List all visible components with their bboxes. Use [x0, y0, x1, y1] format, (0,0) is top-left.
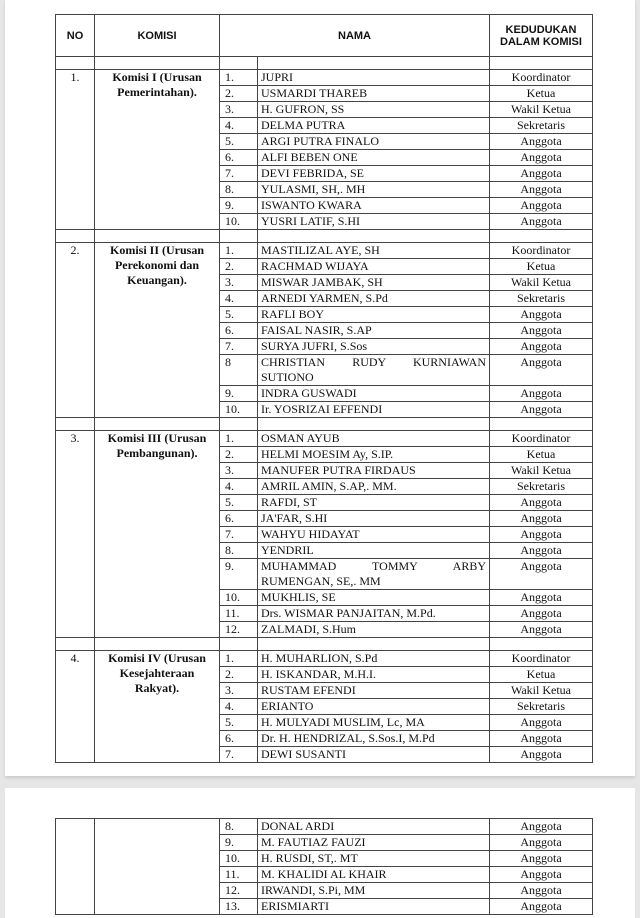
- member-number: 1.: [220, 431, 258, 447]
- member-name: ZALMADI, S.Hum: [258, 622, 490, 638]
- member-name: ERIANTO: [258, 699, 490, 715]
- spacer-cell: [95, 57, 220, 70]
- member-name: USMARDI THAREB: [258, 86, 490, 102]
- member-number: 6.: [220, 323, 258, 339]
- spacer-cell: [56, 57, 95, 70]
- spacer-cell: [56, 638, 95, 651]
- member-name: SURYA JUFRI, S.Sos: [258, 339, 490, 355]
- member-role: Anggota: [490, 198, 593, 214]
- member-number: 3.: [220, 683, 258, 699]
- member-name: CHRISTIAN RUDY KURNIAWAN SUTIONO: [258, 355, 490, 386]
- member-name: YULASMI, SH,. MH: [258, 182, 490, 198]
- member-number: 8.: [220, 819, 258, 835]
- table-row: [56, 70, 593, 86]
- member-role: Ketua: [490, 259, 593, 275]
- member-name: ERISMIARTI: [258, 899, 490, 915]
- member-role: Sekretaris: [490, 291, 593, 307]
- table-row: [56, 651, 593, 667]
- member-number: 9.: [220, 559, 258, 590]
- member-name: RUSTAM EFENDI: [258, 683, 490, 699]
- member-role: Ketua: [490, 447, 593, 463]
- member-number: 10.: [220, 590, 258, 606]
- member-number: 12.: [220, 883, 258, 899]
- header-nama: NAMA: [220, 15, 490, 57]
- spacer-cell: [220, 638, 258, 651]
- member-role: Anggota: [490, 402, 593, 418]
- member-number: 5.: [220, 307, 258, 323]
- commission-name: Komisi I (Urusan Pemerintahan).: [95, 70, 220, 230]
- member-number: 2.: [220, 259, 258, 275]
- member-role: Ketua: [490, 86, 593, 102]
- member-role: Anggota: [490, 323, 593, 339]
- member-name: DEWI SUSANTI: [258, 747, 490, 763]
- document-page-2: [5, 788, 635, 918]
- member-role: Koordinator: [490, 651, 593, 667]
- member-number: 1.: [220, 651, 258, 667]
- member-number: 7.: [220, 747, 258, 763]
- table-body-continued: [56, 819, 593, 915]
- member-role: Wakil Ketua: [490, 683, 593, 699]
- member-number: 8: [220, 355, 258, 386]
- spacer-cell: [258, 57, 490, 70]
- member-role: Anggota: [490, 182, 593, 198]
- member-role: Wakil Ketua: [490, 102, 593, 118]
- member-name: Dr. H. HENDRIZAL, S.Sos.I, M.Pd: [258, 731, 490, 747]
- member-role: Sekretaris: [490, 118, 593, 134]
- spacer-cell: [490, 230, 593, 243]
- commission-table: [55, 14, 593, 763]
- member-role: Anggota: [490, 883, 593, 899]
- spacer-cell: [490, 418, 593, 431]
- commission-name: Komisi IV (Urusan Kesejahteraan Rakyat).: [95, 651, 220, 763]
- member-number: 9.: [220, 835, 258, 851]
- member-number: 13.: [220, 899, 258, 915]
- member-name: JA'FAR, S.HI: [258, 511, 490, 527]
- member-number: 11.: [220, 606, 258, 622]
- member-role: Anggota: [490, 559, 593, 590]
- member-number: 2.: [220, 667, 258, 683]
- member-name: MANUFER PUTRA FIRDAUS: [258, 463, 490, 479]
- member-name: YUSRI LATIF, S.HI: [258, 214, 490, 230]
- member-role: Sekretaris: [490, 479, 593, 495]
- member-name: ALFI BEBEN ONE: [258, 150, 490, 166]
- member-role: Anggota: [490, 867, 593, 883]
- member-number: 7.: [220, 339, 258, 355]
- member-role: Anggota: [490, 819, 593, 835]
- member-number: 9.: [220, 386, 258, 402]
- member-role: Anggota: [490, 715, 593, 731]
- spacer-cell: [490, 57, 593, 70]
- member-role: Anggota: [490, 511, 593, 527]
- group-number: 2.: [56, 243, 95, 418]
- member-number: 3.: [220, 275, 258, 291]
- member-name: JUPRI: [258, 70, 490, 86]
- member-name: HELMI MOESIM Ay, S.IP.: [258, 447, 490, 463]
- member-number: 10.: [220, 851, 258, 867]
- member-number: 10.: [220, 402, 258, 418]
- member-role: Anggota: [490, 543, 593, 559]
- member-number: 4.: [220, 479, 258, 495]
- member-name: RAFDI, ST: [258, 495, 490, 511]
- member-name: ISWANTO KWARA: [258, 198, 490, 214]
- member-name: MUHAMMAD TOMMY ARBY RUMENGAN, SE,. MM: [258, 559, 490, 590]
- member-name: MASTILIZAL AYE, SH: [258, 243, 490, 259]
- spacer-row: [56, 230, 593, 243]
- header-no: NO: [56, 15, 95, 57]
- member-role: Anggota: [490, 339, 593, 355]
- spacer-cell: [258, 418, 490, 431]
- member-role: Koordinator: [490, 431, 593, 447]
- group-number: 4.: [56, 651, 95, 763]
- member-number: 8.: [220, 182, 258, 198]
- member-name: OSMAN AYUB: [258, 431, 490, 447]
- member-name: H. RUSDI, ST,. MT: [258, 851, 490, 867]
- member-name: INDRA GUSWADI: [258, 386, 490, 402]
- member-role: Koordinator: [490, 70, 593, 86]
- member-number: 2.: [220, 86, 258, 102]
- commission-table-continued: [55, 818, 593, 915]
- member-role: Ketua: [490, 667, 593, 683]
- member-number: 4.: [220, 118, 258, 134]
- member-name: MUKHLIS, SE: [258, 590, 490, 606]
- member-name: MISWAR JAMBAK, SH: [258, 275, 490, 291]
- header-komisi: KOMISI: [95, 15, 220, 57]
- spacer-row: [56, 638, 593, 651]
- member-number: 5.: [220, 715, 258, 731]
- member-role: Anggota: [490, 527, 593, 543]
- spacer-cell: [490, 638, 593, 651]
- member-name: ARGI PUTRA FINALO: [258, 134, 490, 150]
- member-number: 11.: [220, 867, 258, 883]
- spacer-cell: [220, 418, 258, 431]
- member-name: H. MULYADI MUSLIM, Lc, MA: [258, 715, 490, 731]
- member-number: 6.: [220, 150, 258, 166]
- member-role: Anggota: [490, 731, 593, 747]
- member-role: Anggota: [490, 307, 593, 323]
- member-role: Anggota: [490, 899, 593, 915]
- member-name: DELMA PUTRA: [258, 118, 490, 134]
- header-kedudukan: KEDUDUKAN DALAM KOMISI: [490, 15, 593, 57]
- commission-name: Komisi II (Urusan Perekonomi dan Keuangan).: [95, 243, 220, 418]
- member-name: H. ISKANDAR, M.H.I.: [258, 667, 490, 683]
- member-name: M. KHALIDI AL KHAIR: [258, 867, 490, 883]
- member-number: 3.: [220, 102, 258, 118]
- member-name: Drs. WISMAR PANJAITAN, M.Pd.: [258, 606, 490, 622]
- table-row: [56, 243, 593, 259]
- member-role: Anggota: [490, 590, 593, 606]
- member-role: Anggota: [490, 166, 593, 182]
- member-number: 4.: [220, 699, 258, 715]
- spacer-cell: [56, 418, 95, 431]
- member-number: 8.: [220, 543, 258, 559]
- member-role: Anggota: [490, 355, 593, 386]
- member-name: IRWANDI, S.Pi, MM: [258, 883, 490, 899]
- member-name: AMRIL AMIN, S.AP,. MM.: [258, 479, 490, 495]
- spacer-row: [56, 57, 593, 70]
- spacer-cell: [220, 230, 258, 243]
- document-page-1: [5, 0, 635, 776]
- spacer-cell: [95, 230, 220, 243]
- member-role: Anggota: [490, 495, 593, 511]
- member-number: 12.: [220, 622, 258, 638]
- member-role: Sekretaris: [490, 699, 593, 715]
- spacer-row: [56, 418, 593, 431]
- member-number: 1.: [220, 243, 258, 259]
- member-name: DONAL ARDI: [258, 819, 490, 835]
- member-name: RACHMAD WIJAYA: [258, 259, 490, 275]
- commission-name-empty: [95, 819, 220, 915]
- spacer-cell: [95, 418, 220, 431]
- member-role: Anggota: [490, 134, 593, 150]
- member-name: WAHYU HIDAYAT: [258, 527, 490, 543]
- commission-name: Komisi III (Urusan Pembangunan).: [95, 431, 220, 638]
- table-body: [56, 57, 593, 763]
- member-number: 4.: [220, 291, 258, 307]
- member-role: Anggota: [490, 606, 593, 622]
- member-name: YENDRIL: [258, 543, 490, 559]
- member-role: Anggota: [490, 747, 593, 763]
- group-number: 3.: [56, 431, 95, 638]
- member-role: Koordinator: [490, 243, 593, 259]
- member-name: DEVI FEBRIDA, SE: [258, 166, 490, 182]
- member-name: H. GUFRON, SS: [258, 102, 490, 118]
- member-number: 10.: [220, 214, 258, 230]
- table-row: [56, 819, 593, 835]
- member-number: 6.: [220, 731, 258, 747]
- member-role: Anggota: [490, 150, 593, 166]
- member-name: H. MUHARLION, S.Pd: [258, 651, 490, 667]
- member-role: Anggota: [490, 386, 593, 402]
- member-number: 6.: [220, 511, 258, 527]
- member-name: M. FAUTIAZ FAUZI: [258, 835, 490, 851]
- spacer-cell: [220, 57, 258, 70]
- member-role: Anggota: [490, 622, 593, 638]
- member-number: 9.: [220, 198, 258, 214]
- spacer-cell: [258, 638, 490, 651]
- table-header-row: [56, 15, 593, 57]
- group-number: 1.: [56, 70, 95, 230]
- spacer-cell: [56, 230, 95, 243]
- spacer-cell: [95, 638, 220, 651]
- member-role: Wakil Ketua: [490, 463, 593, 479]
- table-row: [56, 431, 593, 447]
- member-role: Anggota: [490, 851, 593, 867]
- member-name: ARNEDI YARMEN, S.Pd: [258, 291, 490, 307]
- member-number: 1.: [220, 70, 258, 86]
- member-number: 7.: [220, 166, 258, 182]
- group-number-empty: [56, 819, 95, 915]
- member-number: 5.: [220, 495, 258, 511]
- member-role: Anggota: [490, 835, 593, 851]
- member-number: 2.: [220, 447, 258, 463]
- member-role: Anggota: [490, 214, 593, 230]
- spacer-cell: [258, 230, 490, 243]
- member-number: 5.: [220, 134, 258, 150]
- member-name: Ir. YOSRIZAI EFFENDI: [258, 402, 490, 418]
- member-name: FAISAL NASIR, S.AP: [258, 323, 490, 339]
- member-number: 7.: [220, 527, 258, 543]
- member-number: 3.: [220, 463, 258, 479]
- member-name: RAFLI BOY: [258, 307, 490, 323]
- member-role: Wakil Ketua: [490, 275, 593, 291]
